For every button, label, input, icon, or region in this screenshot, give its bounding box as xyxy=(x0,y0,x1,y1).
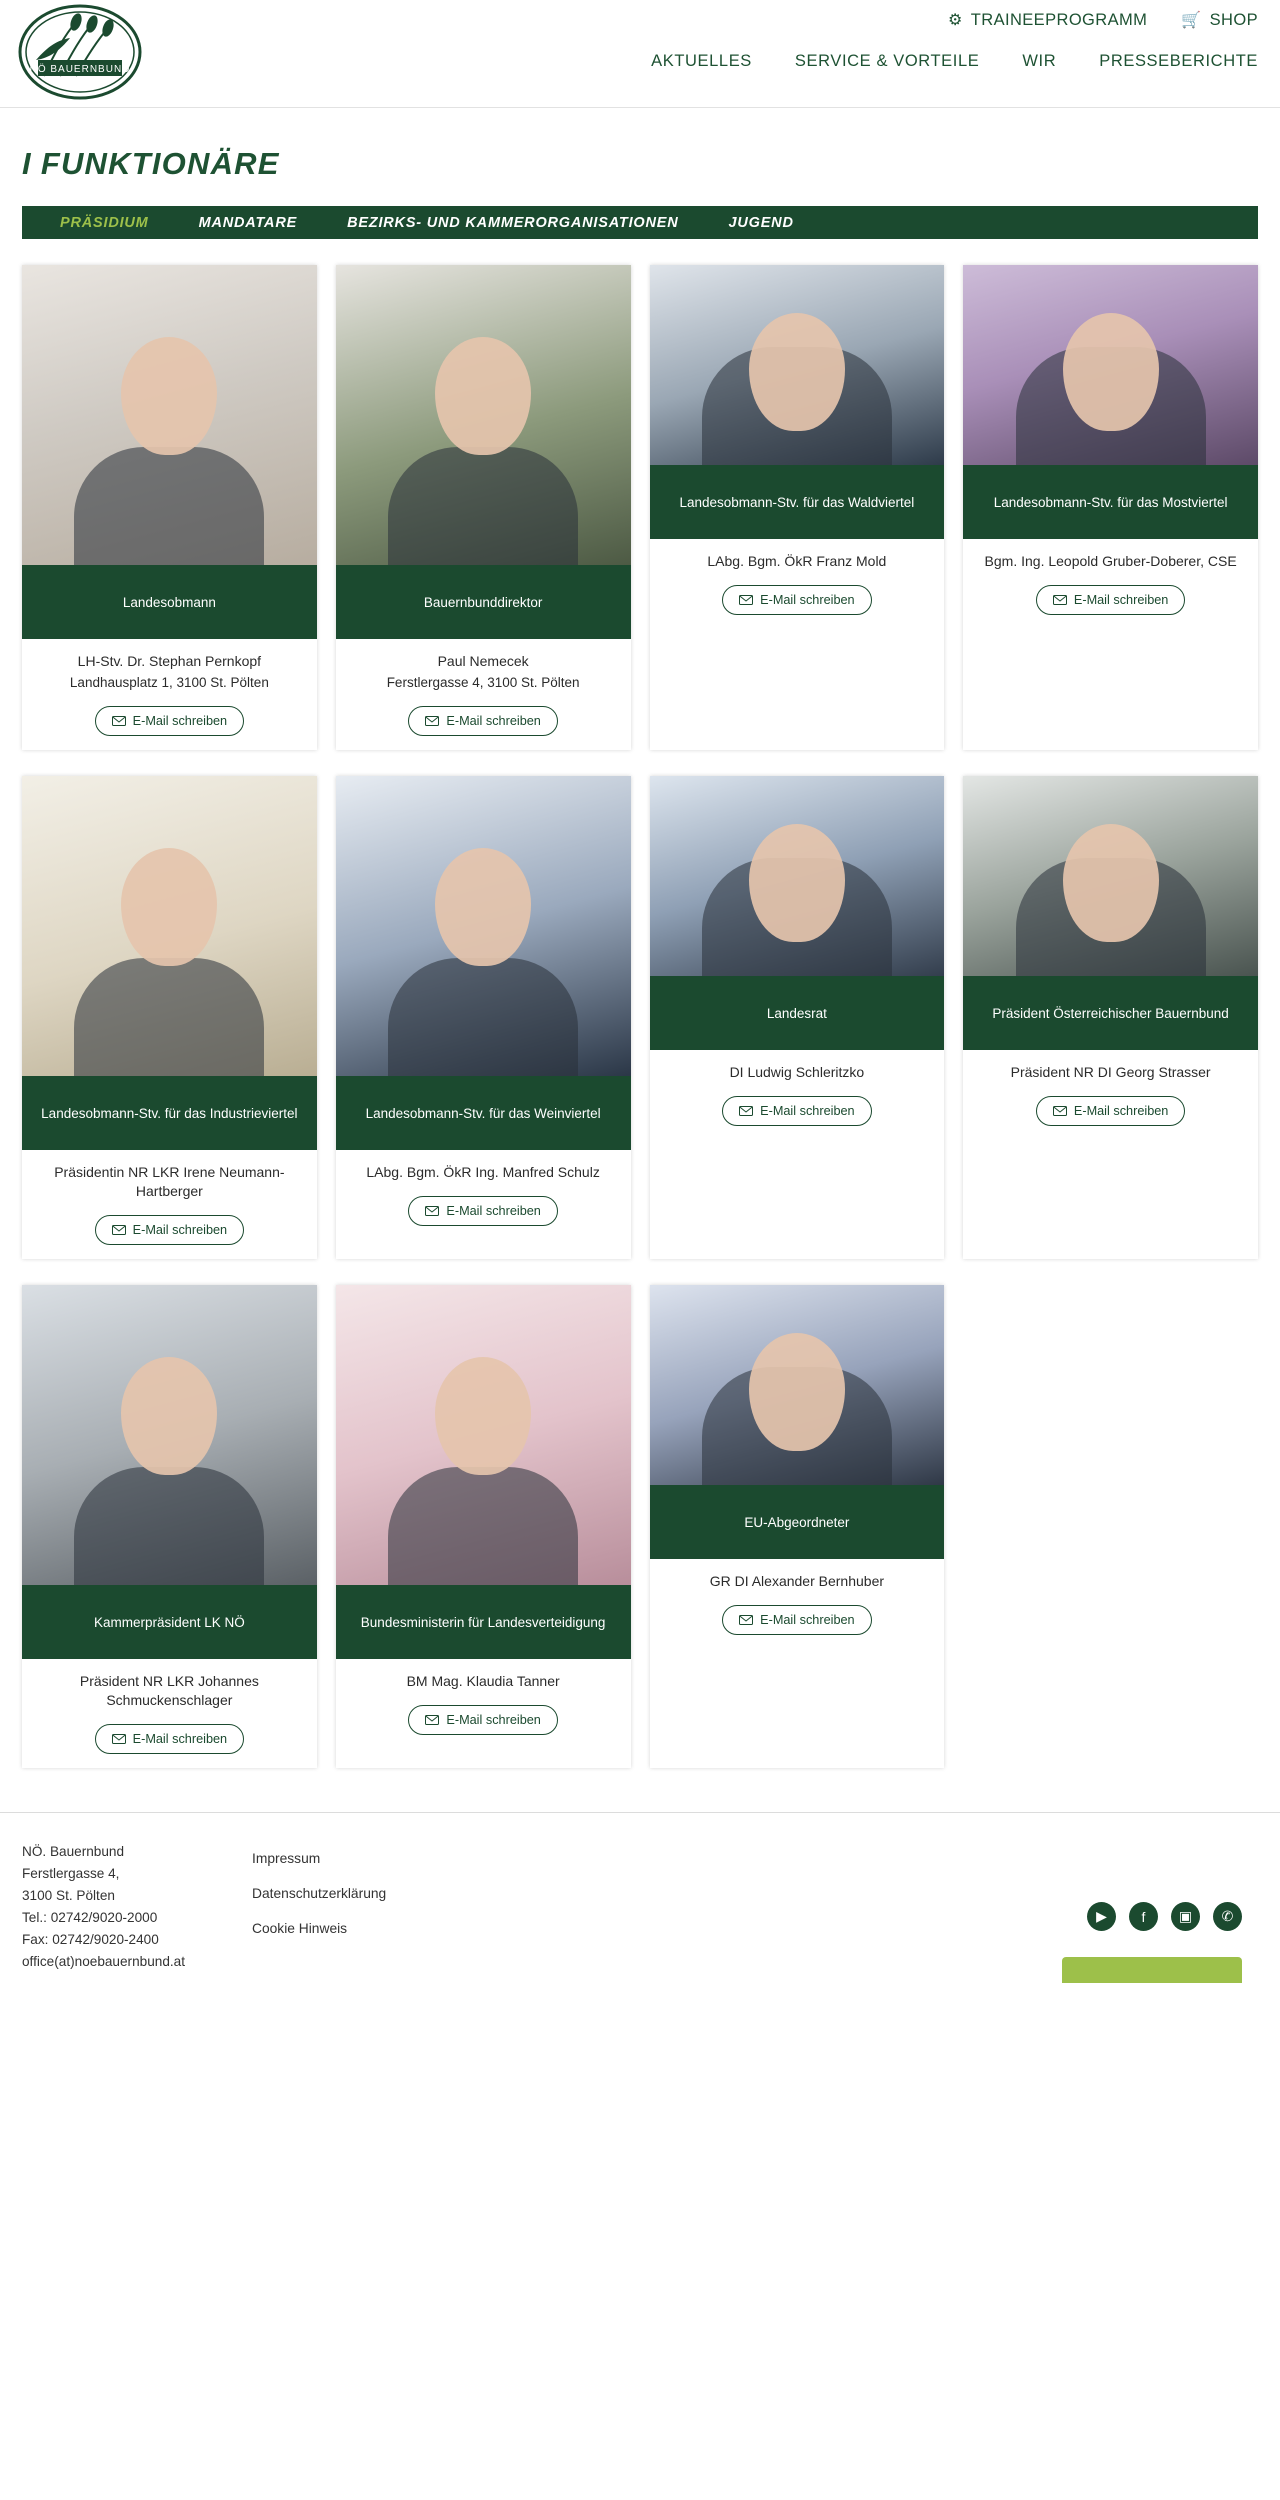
mail-button-wrap xyxy=(22,1215,317,1245)
mail-button-wrap xyxy=(336,1196,631,1226)
social-links xyxy=(1087,1902,1242,1931)
footer-address-line: 3100 St. Pölten xyxy=(22,1888,115,1903)
functionary-name: LAbg. Bgm. ÖkR Franz Mold xyxy=(707,553,887,569)
portrait-photo xyxy=(963,265,1258,465)
functionary-role: Landesobmann-Stv. für das Mostviertel xyxy=(963,465,1258,539)
email-button[interactable] xyxy=(408,1705,558,1735)
main-navigation xyxy=(651,52,1258,71)
functionary-name: LH-Stv. Dr. Stephan Pernkopf xyxy=(77,653,262,669)
functionary-role: Landesobmann-Stv. für das Industrieviertel xyxy=(22,1076,317,1150)
functionary-name: LAbg. Bgm. ÖkR Ing. Manfred Schulz xyxy=(366,1164,600,1180)
functionary-role: Bundesministerin für Landesverteidigung xyxy=(336,1585,631,1659)
mail-button-wrap xyxy=(650,585,945,615)
portrait-photo xyxy=(650,776,945,976)
functionary-name: Paul Nemecek xyxy=(437,653,529,669)
envelope-icon xyxy=(1053,595,1067,605)
portrait-photo xyxy=(22,265,317,565)
footer-address-line: Fax: 02742/9020-2400 xyxy=(22,1932,159,1947)
site-header xyxy=(0,0,1280,108)
functionary-card[interactable] xyxy=(22,776,317,1259)
nav-item-presseberichte[interactable]: PRESSEBERICHTE xyxy=(1099,52,1258,70)
tab-mandatare[interactable]: MANDATARE xyxy=(198,214,298,231)
functionary-role: Landesrat xyxy=(650,976,945,1050)
functionary-role: Landesobmann xyxy=(22,565,317,639)
functionary-card[interactable] xyxy=(963,776,1258,1259)
email-button-label: E-Mail schreiben xyxy=(446,1713,541,1727)
footer-link-impressum[interactable]: Impressum xyxy=(252,1851,321,1866)
email-button[interactable] xyxy=(95,1724,245,1754)
envelope-icon xyxy=(112,1734,126,1744)
cart-icon: 🛒 xyxy=(1181,12,1202,29)
email-button-label: E-Mail schreiben xyxy=(132,1223,228,1237)
envelope-icon xyxy=(739,595,753,605)
functionary-name: DI Ludwig Schleritzko xyxy=(729,1064,865,1080)
email-button[interactable] xyxy=(95,1215,245,1245)
tab-jugend[interactable]: JUGEND xyxy=(728,214,794,231)
portrait-photo xyxy=(650,265,945,465)
envelope-icon xyxy=(1053,1106,1067,1116)
mail-button-wrap xyxy=(963,1096,1258,1126)
email-button[interactable] xyxy=(722,585,872,615)
envelope-icon xyxy=(739,1615,753,1625)
footer-link-datenschutzerklaerung[interactable]: Datenschutzerklärung xyxy=(252,1886,387,1901)
functionary-name: BM Mag. Klaudia Tanner xyxy=(406,1673,560,1689)
page-title-text: FUNKTIONÄRE xyxy=(40,146,280,181)
footer-address xyxy=(22,1841,252,1983)
email-button-label: E-Mail schreiben xyxy=(446,1204,541,1218)
topbar-item-shop[interactable] xyxy=(1181,10,1258,30)
topbar-item-label: TRAINEEPROGRAMM xyxy=(970,10,1148,29)
topbar-item-traineeprogramm[interactable] xyxy=(948,10,1147,30)
top-utility-bar xyxy=(948,10,1258,30)
tab-bezirks-und-kammerorganisationen[interactable]: BEZIRKS- UND KAMMERORGANISATIONEN xyxy=(347,214,679,231)
email-button[interactable] xyxy=(1036,1096,1186,1126)
topbar-item-label: SHOP xyxy=(1209,10,1258,29)
envelope-icon xyxy=(425,716,439,726)
portrait-photo xyxy=(336,776,631,1076)
mail-button-wrap xyxy=(650,1605,945,1635)
functionary-role: Landesobmann-Stv. für das Waldviertel xyxy=(650,465,945,539)
category-tabbar xyxy=(22,206,1258,239)
envelope-icon xyxy=(425,1206,439,1216)
portrait-photo xyxy=(650,1285,945,1485)
portrait-photo xyxy=(22,776,317,1076)
functionary-card[interactable] xyxy=(650,1285,945,1768)
whatsapp-icon[interactable]: ✆ xyxy=(1213,1902,1242,1931)
functionaries-grid xyxy=(22,265,1258,1768)
email-button[interactable] xyxy=(408,706,558,736)
site-footer xyxy=(0,1813,1280,1983)
functionary-card[interactable] xyxy=(963,265,1258,750)
functionary-card[interactable] xyxy=(650,776,945,1259)
functionary-card[interactable] xyxy=(22,265,317,750)
portrait-photo xyxy=(22,1285,317,1585)
email-button[interactable] xyxy=(1036,585,1186,615)
email-button-label: E-Mail schreiben xyxy=(760,1104,855,1118)
functionary-role: Bauernbunddirektor xyxy=(336,565,631,639)
email-button[interactable] xyxy=(408,1196,558,1226)
email-button-label: E-Mail schreiben xyxy=(132,1732,228,1746)
nav-item-wir[interactable]: WIR xyxy=(1022,52,1057,70)
page-title xyxy=(22,146,1280,182)
mail-button-wrap xyxy=(963,585,1258,615)
envelope-icon xyxy=(112,1225,126,1235)
envelope-icon xyxy=(425,1715,439,1725)
tab-praesidium[interactable]: PRÄSIDIUM xyxy=(60,214,149,231)
footer-address-line: Tel.: 02742/9020-2000 xyxy=(22,1910,158,1925)
portrait-photo xyxy=(963,776,1258,976)
cookie-consent-tab[interactable] xyxy=(1062,1957,1242,1983)
functionary-role: EU-Abgeordneter xyxy=(650,1485,945,1559)
instagram-icon[interactable]: ▣ xyxy=(1171,1902,1200,1931)
nav-item-service-vorteile[interactable]: SERVICE & VORTEILE xyxy=(794,52,980,70)
mail-button-wrap xyxy=(336,1705,631,1735)
mail-button-wrap xyxy=(22,1724,317,1754)
facebook-icon[interactable]: f xyxy=(1129,1902,1158,1931)
email-button-label: E-Mail schreiben xyxy=(132,714,228,728)
email-button-label: E-Mail schreiben xyxy=(760,593,855,607)
footer-link-cookie-hinweis[interactable]: Cookie Hinweis xyxy=(252,1921,348,1936)
page-title-wrap xyxy=(0,146,1280,182)
functionary-name: Präsidentin NR LKR Irene Neumann-Hartberger xyxy=(54,1164,285,1199)
functionary-card[interactable] xyxy=(336,1285,631,1768)
logo[interactable] xyxy=(14,2,146,102)
svg-text:NÖ BAUERNBUND: NÖ BAUERNBUND xyxy=(29,64,131,75)
email-button-label: E-Mail schreiben xyxy=(760,1613,855,1627)
functionary-role: Landesobmann-Stv. für das Weinviertel xyxy=(336,1076,631,1150)
footer-address-line: Ferstlergasse 4, xyxy=(22,1866,120,1881)
nav-item-aktuelles[interactable]: AKTUELLES xyxy=(651,52,752,70)
functionary-name: Präsident NR LKR Johannes Schmuckenschlager xyxy=(79,1673,259,1708)
email-button[interactable] xyxy=(722,1605,872,1635)
title-accent-bar: I xyxy=(22,146,32,181)
email-button-label: E-Mail schreiben xyxy=(1073,593,1169,607)
functionary-role: Präsident Österreichischer Bauernbund xyxy=(963,976,1258,1050)
envelope-icon xyxy=(112,716,126,726)
email-button-label: E-Mail schreiben xyxy=(446,714,541,728)
gear-icon: ⚙ xyxy=(948,12,963,29)
functionary-name: Präsident NR DI Georg Strasser xyxy=(1010,1064,1211,1080)
functionary-name: Bgm. Ing. Leopold Gruber-Doberer, CSE xyxy=(984,553,1237,569)
email-button[interactable] xyxy=(95,706,245,736)
functionary-card[interactable] xyxy=(22,1285,317,1768)
mail-button-wrap xyxy=(22,706,317,736)
functionary-address: Ferstlergasse 4, 3100 St. Pölten xyxy=(386,675,580,690)
envelope-icon xyxy=(739,1106,753,1116)
functionary-card[interactable] xyxy=(336,776,631,1259)
footer-email[interactable]: office(at)noebauernbund.at xyxy=(22,1954,185,1969)
youtube-icon[interactable]: ▶ xyxy=(1087,1902,1116,1931)
email-button-label: E-Mail schreiben xyxy=(1073,1104,1169,1118)
functionary-card[interactable] xyxy=(336,265,631,750)
mail-button-wrap xyxy=(336,706,631,736)
footer-links xyxy=(252,1841,386,1983)
mail-button-wrap xyxy=(650,1096,945,1126)
footer-address-line: NÖ. Bauernbund xyxy=(22,1844,125,1859)
functionary-card[interactable] xyxy=(650,265,945,750)
portrait-photo xyxy=(336,1285,631,1585)
functionary-role: Kammerpräsident LK NÖ xyxy=(22,1585,317,1659)
email-button[interactable] xyxy=(722,1096,872,1126)
portrait-photo xyxy=(336,265,631,565)
functionary-name: GR DI Alexander Bernhuber xyxy=(709,1573,885,1589)
functionary-address: Landhausplatz 1, 3100 St. Pölten xyxy=(69,675,269,690)
